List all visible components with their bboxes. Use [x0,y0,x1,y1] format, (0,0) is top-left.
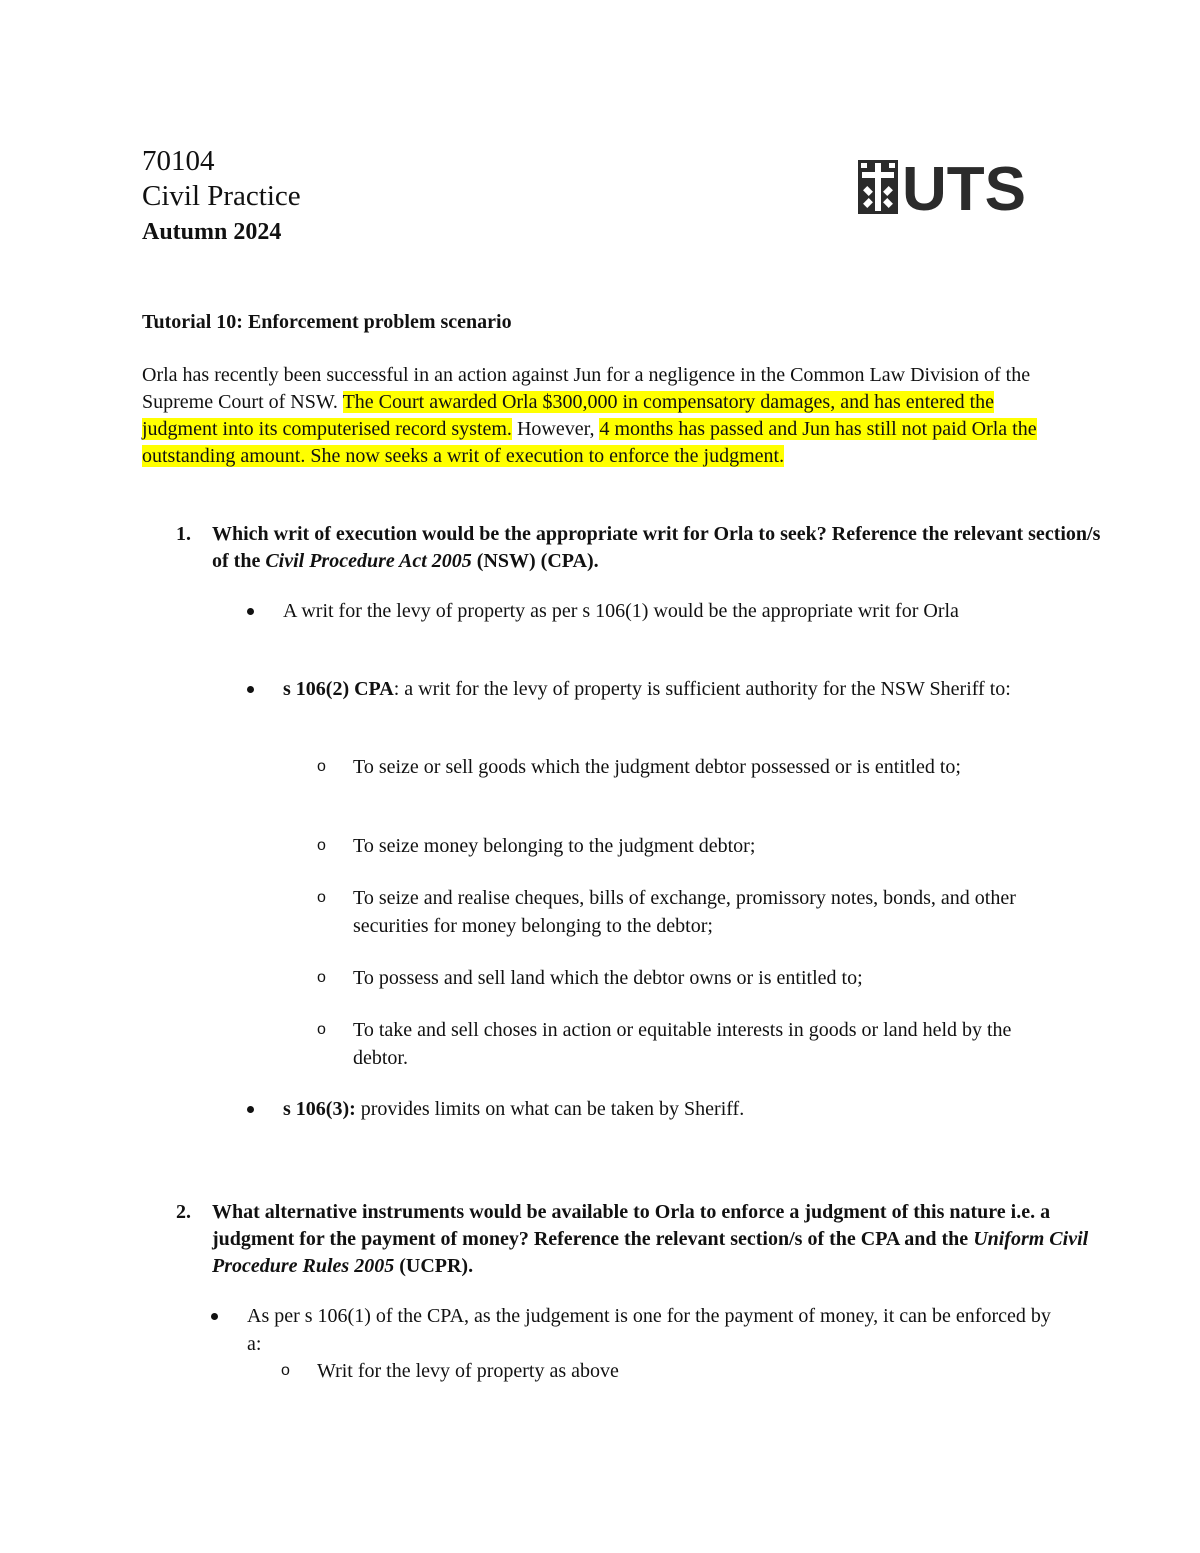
sub-bullet-icon: o [317,1021,326,1038]
intro-highlight-2: 4 months has passed and Jun has still not paid Orla the outstanding amount. She now seeks a writ of execution to enforce the judgment. [142,418,1037,467]
q1-sub-item: o To seize or sell goods which the judgment debtor possessed or is entitled to; [353,753,1053,781]
act-title: Civil Procedure Act 2005 [265,550,472,572]
q1-sub-item: o To take and sell choses in action or equitable interests in goods or land held by the debtor. [353,1016,1053,1072]
course-header [142,144,301,250]
question-1: 1. Which writ of execution would be the appropriate writ for Orla to seek? Reference the relevant section/s of the Civil Procedure Act 2005 (NSW) (CPA). [176,523,1101,572]
q2-bullet-1: As per s 106(1) of the CPA, as the judgement is one for the payment of money, it can be enforced by a: [247,1302,1057,1358]
q1-bullet-1: A writ for the levy of property as per s 106(1) would be the appropriate writ for Orla [283,597,1053,625]
sub-bullet-icon: o [281,1362,290,1379]
tutorial-title: Tutorial 10: Enforcement problem scenario [142,311,512,333]
q1-sub-item: o To possess and sell land which the debtor owns or is entitled to; [353,964,1053,992]
bullet-icon [211,1313,218,1320]
scenario-paragraph [142,362,1062,470]
q1-bullet-2: s 106(2) CPA: a writ for the levy of property is sufficient authority for the NSW Sheriff to: [283,675,1058,703]
intro-highlight-1: The Court awarded Orla $300,000 in compensatory damages, and has entered the judgment into its computerised record system. [142,391,995,440]
rules-title: Uniform Civil Procedure Rules 2005 [212,1228,1089,1277]
question-number: 1. [176,523,191,545]
sub-bullet-icon: o [317,969,326,986]
uts-logo [858,160,1030,214]
intro-part3: However, [511,418,600,440]
bullet-icon [247,686,254,693]
q1-bullet-3: s 106(3): provides limits on what can be taken by Sheriff. [283,1095,1053,1123]
sub-bullet-icon: o [317,837,326,854]
uts-logo-icon [858,160,1030,214]
course-term: Autumn 2024 [142,219,282,245]
sub-bullet-icon: o [317,758,326,775]
course-name: Civil Practice [142,180,301,212]
q2-sub-item: o Writ for the levy of property as above [317,1357,1017,1385]
bullet-icon [247,1106,254,1113]
svg-text:UTS: UTS [902,160,1026,214]
q1-sub-item: o To seize and realise cheques, bills of exchange, promissory notes, bonds, and other securities for money belonging to the debtor; [353,884,1053,940]
question-number: 2. [176,1201,191,1223]
bullet-icon [247,608,254,615]
course-code: 70104 [142,145,215,177]
q1-sub-item: o To seize money belonging to the judgment debtor; [353,832,1053,860]
intro-part1: Orla has recently been successful in an action against Jun for a negligence in the Common Law Division of the Supreme Court of NSW. [142,364,1031,413]
sub-bullet-icon: o [317,889,326,906]
question-2: 2. What alternative instruments would be available to Orla to enforce a judgment of this nature i.e. a judgment for the payment of money? Reference the relevant section/s of the CPA and the Uniform Civil Procedure Rules 2005 (UCPR). [176,1201,1089,1277]
